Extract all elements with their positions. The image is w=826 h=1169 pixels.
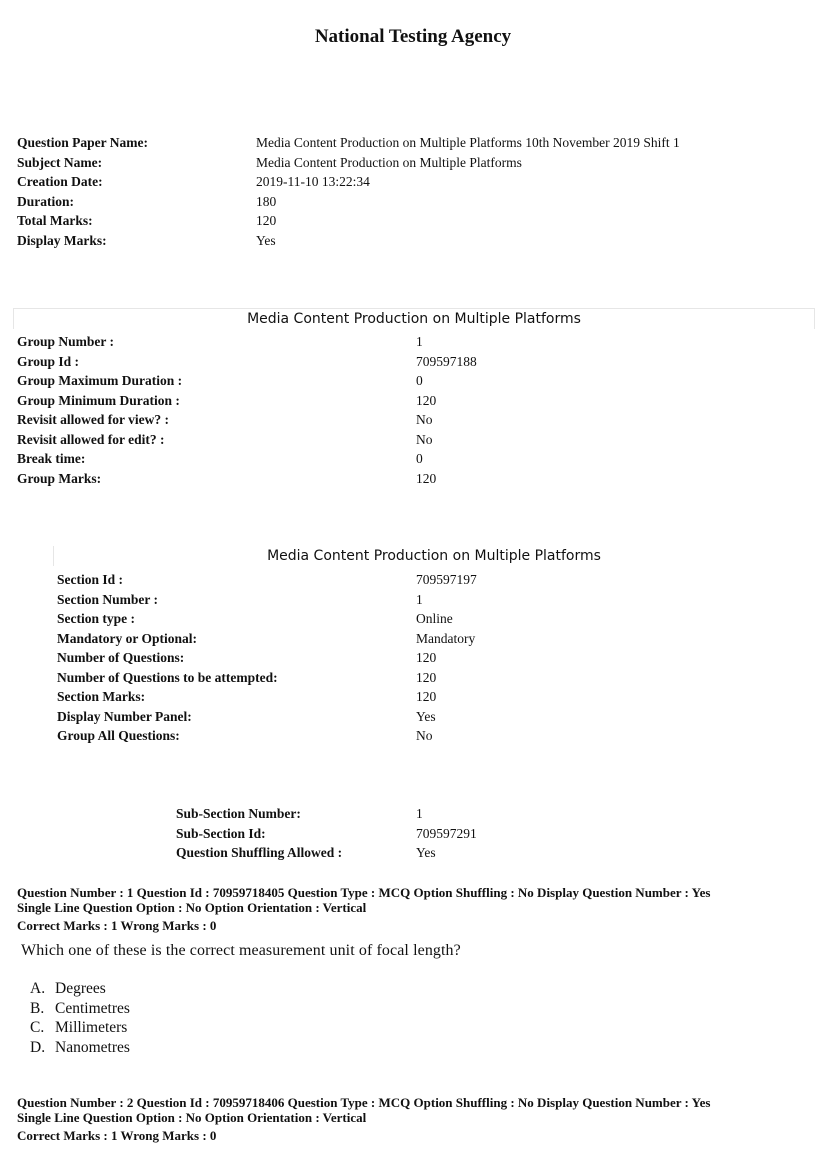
- group-info-table: [17, 332, 477, 488]
- paper-info-row: [17, 133, 680, 153]
- field-value: 1: [416, 806, 423, 821]
- group-info-row: [17, 449, 477, 469]
- field-label: Section Id :: [57, 572, 124, 587]
- page-title: National Testing Agency: [314, 26, 512, 47]
- field-label: Creation Date:: [17, 174, 103, 189]
- field-value: Online: [416, 611, 453, 626]
- field-value: 120: [416, 669, 437, 685]
- field-value: 2019-11-10 13:22:34: [256, 174, 370, 189]
- group-info-row: [17, 332, 477, 352]
- group-info-row: [17, 352, 477, 372]
- option-letter: C.: [30, 1019, 45, 1037]
- field-label: Section Marks:: [57, 689, 146, 704]
- section-info-row: [57, 570, 477, 590]
- option-text: Nanometres: [55, 1038, 130, 1056]
- field-value: 120: [416, 470, 437, 486]
- field-label: Group All Questions:: [57, 728, 180, 743]
- question-meta-line: Single Line Question Option : No Option Orientation : Vertical: [17, 899, 367, 915]
- field-label: Duration:: [17, 193, 74, 209]
- section-banner: Media Content Production on Multiple Platforms: [53, 546, 814, 566]
- group-info-row: [17, 469, 477, 489]
- option-letter: A.: [30, 980, 46, 997]
- field-label: Sub-Section Number:: [176, 806, 301, 821]
- field-label: Total Marks:: [17, 213, 93, 228]
- field-value: 709597197: [416, 572, 477, 587]
- field-value: 1: [416, 591, 423, 607]
- paper-info-row: [17, 231, 680, 251]
- field-label: Group Maximum Duration :: [17, 373, 183, 388]
- field-value: Yes: [256, 232, 276, 248]
- paper-info-row: [17, 153, 680, 173]
- subsection-info-row: [176, 824, 477, 844]
- field-value: 120: [416, 689, 437, 704]
- field-label: Subject Name:: [17, 154, 103, 170]
- option-letter: B.: [30, 999, 45, 1017]
- subsection-info-table: [176, 804, 477, 863]
- field-value: Media Content Production on Multiple Platforms 10th November 2019 Shift 1: [256, 135, 680, 150]
- section-info-row: [57, 609, 477, 629]
- field-value: Yes: [416, 845, 436, 860]
- field-value: No: [416, 431, 433, 447]
- option-text: Degrees: [55, 980, 106, 997]
- subsection-info-row: [176, 843, 477, 863]
- section-info-row: [57, 590, 477, 610]
- question-meta-line: Single Line Question Option : No Option Orientation : Vertical: [17, 1109, 367, 1125]
- option-d: [30, 1038, 130, 1058]
- field-label: Revisit allowed for view? :: [17, 412, 169, 427]
- field-label: Display Marks:: [17, 232, 107, 248]
- field-label: Question Shuffling Allowed :: [176, 845, 343, 860]
- option-b: [30, 999, 130, 1019]
- field-value: 709597188: [416, 353, 477, 369]
- group-info-row: [17, 391, 477, 411]
- question-1-options: [30, 979, 130, 1057]
- option-letter: D.: [30, 1038, 46, 1056]
- field-label: Break time:: [17, 451, 86, 466]
- field-value: Yes: [416, 708, 436, 724]
- field-value: Mandatory: [416, 630, 476, 646]
- field-label: Section type :: [57, 611, 135, 626]
- group-info-row: [17, 430, 477, 450]
- field-label: Number of Questions to be attempted:: [57, 669, 278, 685]
- question-1-text: Which one of these is the correct measurement unit of focal length?: [21, 942, 461, 959]
- field-label: Sub-Section Id:: [176, 825, 266, 841]
- field-value: 120: [256, 213, 277, 228]
- paper-info-row: [17, 211, 680, 231]
- section-info-row: [57, 668, 477, 688]
- field-value: 709597291: [416, 825, 477, 841]
- question-2-meta: [17, 1096, 807, 1144]
- field-label: Question Paper Name:: [17, 135, 148, 150]
- field-value: No: [416, 728, 433, 743]
- section-info-row: [57, 629, 477, 649]
- field-value: 180: [256, 193, 277, 209]
- field-label: Group Minimum Duration :: [17, 392, 180, 408]
- field-value: Media Content Production on Multiple Platforms: [256, 154, 522, 170]
- field-label: Display Number Panel:: [57, 708, 192, 724]
- field-label: Group Marks:: [17, 470, 102, 486]
- subsection-info-row: [176, 804, 477, 824]
- group-info-row: [17, 410, 477, 430]
- field-label: Group Number :: [17, 334, 115, 349]
- question-marks: Correct Marks : 1 Wrong Marks : 0: [17, 1128, 217, 1143]
- section-info-row: [57, 648, 477, 668]
- field-label: Revisit allowed for edit? :: [17, 431, 165, 447]
- group-info-row: [17, 371, 477, 391]
- option-text: Centimetres: [55, 999, 130, 1017]
- field-label: Mandatory or Optional:: [57, 630, 198, 646]
- field-value: No: [416, 412, 433, 427]
- question-meta-line: Question Number : 2 Question Id : 70959718406 Question Type : MCQ Option Shuffling : No Display Question Number : Yes: [17, 1095, 711, 1110]
- section-info-table: [57, 570, 477, 746]
- paper-info-table: [17, 133, 680, 250]
- field-value: 1: [416, 334, 423, 349]
- field-value: 120: [416, 392, 437, 408]
- question-meta-line: Question Number : 1 Question Id : 70959718405 Question Type : MCQ Option Shuffling : No Display Question Number : Yes: [17, 885, 711, 900]
- question-marks: Correct Marks : 1 Wrong Marks : 0: [17, 918, 217, 933]
- field-label: Section Number :: [57, 591, 158, 607]
- section-info-row: [57, 687, 477, 707]
- field-value: 0: [416, 451, 423, 466]
- paper-info-row: [17, 172, 680, 192]
- field-label: Number of Questions:: [57, 650, 185, 665]
- section-info-row: [57, 726, 477, 746]
- option-c: [30, 1018, 130, 1038]
- field-value: 0: [416, 373, 423, 388]
- field-value: 120: [416, 650, 437, 665]
- field-label: Group Id :: [17, 353, 80, 369]
- section-info-row: [57, 707, 477, 727]
- question-1-meta: [17, 886, 807, 934]
- option-a: [30, 979, 130, 999]
- group-banner: Media Content Production on Multiple Platforms: [13, 308, 815, 329]
- paper-info-row: [17, 192, 680, 212]
- option-text: Millimeters: [55, 1019, 128, 1037]
